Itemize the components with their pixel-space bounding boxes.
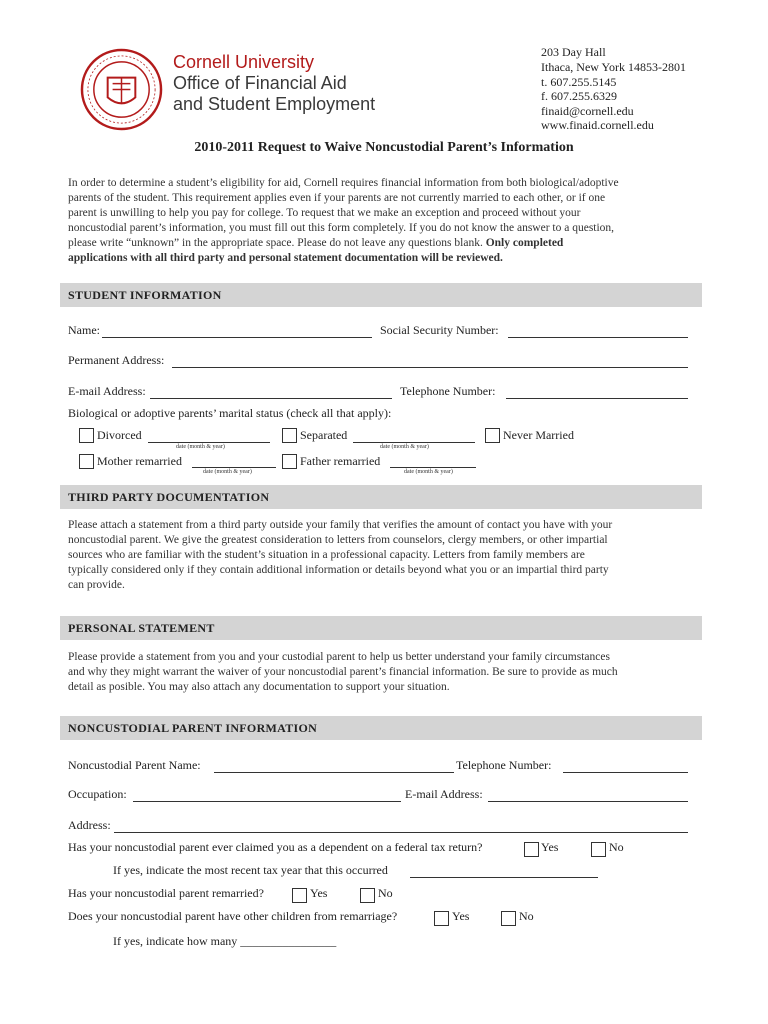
mother-remarried-label: Mother remarried (97, 454, 182, 468)
intro-paragraph (68, 176, 698, 266)
mother-remarried-checkbox[interactable] (79, 454, 94, 469)
dependent-no-label: No (609, 840, 624, 854)
section-header-student: STUDENT INFORMATION (60, 283, 702, 307)
noncustodial-address-field[interactable] (114, 832, 688, 833)
ssn-field[interactable] (508, 337, 688, 338)
noncustodial-telephone-field[interactable] (563, 772, 688, 773)
paragraph-line: detail as posible. You may also attach any documentation to support your situation. (68, 681, 450, 693)
intro-line: parents of the student. This requirement applies even if your parents are not currently married to each other, or if one (68, 192, 606, 204)
remarried-no-label: No (378, 886, 393, 900)
noncustodial-email-field[interactable] (488, 801, 688, 802)
section-header-third-party: THIRD PARTY DOCUMENTATION (60, 485, 702, 509)
never-married-checkbox[interactable] (485, 428, 500, 443)
paragraph-line: Please provide a statement from you and your custodial parent to help us better understand your family circumstances (68, 651, 610, 663)
intro-bold-line: applications with all third party and personal statement documentation will be reviewed. (68, 252, 503, 264)
dependent-yes-label: Yes (541, 840, 559, 854)
paragraph-line: and why they might warrant the waiver of your noncustodial parent’s financial information. Be sure to provide as much (68, 666, 618, 678)
dependent-yes-checkbox[interactable] (524, 842, 539, 857)
intro-line: please write “unknown” in the appropriate space. Please do not leave any questions blank. (68, 237, 486, 249)
address-line: 203 Day Hall (541, 45, 606, 59)
telephone-label: Telephone Number: (400, 384, 496, 398)
paragraph-line: Please attach a statement from a third party outside your family that verifies the amount of contact you have with your (68, 519, 613, 531)
paragraph-line: typically considered only if they contain additional information or details beyond what you or an impartial third party (68, 564, 609, 576)
remarried-question: Has your noncustodial parent remarried? (68, 886, 264, 900)
name-label: Name: (68, 323, 100, 337)
ssn-label: Social Security Number: (380, 323, 499, 337)
telephone-field[interactable] (506, 398, 688, 399)
tax-year-question: If yes, indicate the most recent tax year that this occurred (113, 863, 388, 877)
paragraph-line: noncustodial parent. We give the greatest consideration to letters from counselors, clergy members, or other impartial (68, 534, 608, 546)
noncustodial-email-label: E-mail Address: (405, 787, 483, 801)
date-hint: date (month & year) (176, 444, 225, 450)
children-no-checkbox[interactable] (501, 911, 516, 926)
personal-statement-paragraph (68, 650, 698, 695)
divorced-checkbox[interactable] (79, 428, 94, 443)
intro-line: noncustodial parent’s information, you must fill out this form completely. If you do not know the answer to a question, (68, 222, 615, 234)
noncustodial-name-label: Noncustodial Parent Name: (68, 758, 201, 772)
divorced-date-field[interactable] (148, 442, 270, 443)
address-website: www.finaid.cornell.edu (541, 118, 654, 132)
dependent-question: Has your noncustodial parent ever claimed you as a dependent on a federal tax return? (68, 840, 483, 854)
address-fax: f. 607.255.6329 (541, 89, 617, 103)
email-field[interactable] (150, 398, 392, 399)
remarried-yes-label: Yes (310, 886, 328, 900)
permanent-address-field[interactable] (172, 367, 688, 368)
other-children-question: Does your noncustodial parent have other children from remarriage? (68, 909, 398, 923)
cornell-seal-logo (80, 48, 163, 131)
marital-status-label: Biological or adoptive parents’ marital status (check all that apply): (68, 406, 392, 420)
address-email: finaid@cornell.edu (541, 104, 634, 118)
never-married-label: Never Married (503, 428, 574, 442)
mother-remarried-date-field[interactable] (192, 467, 276, 468)
tax-year-field[interactable] (410, 877, 598, 878)
father-remarried-date-field[interactable] (390, 467, 476, 468)
noncustodial-name-field[interactable] (214, 772, 454, 773)
paragraph-line: sources who are familiar with the student’s situation in a professional capacity. Letters from family members are (68, 549, 585, 561)
children-no-label: No (519, 909, 534, 923)
dependent-no-checkbox[interactable] (591, 842, 606, 857)
page-title: 2010-2011 Request to Waive Noncustodial Parent’s Information (194, 140, 574, 155)
address-line: Ithaca, New York 14853-2801 (541, 60, 686, 74)
intro-line: parent is unwilling to help you pay for college. To request that we make an exception and proceed without your (68, 207, 581, 219)
section-header-personal-statement: PERSONAL STATEMENT (60, 616, 702, 640)
name-field[interactable] (102, 337, 372, 338)
father-remarried-checkbox[interactable] (282, 454, 297, 469)
separated-checkbox[interactable] (282, 428, 297, 443)
date-hint: date (month & year) (404, 469, 453, 475)
org-name: Cornell University (173, 52, 315, 72)
org-office-line2: and Student Employment (173, 94, 376, 114)
children-yes-checkbox[interactable] (434, 911, 449, 926)
father-remarried-label: Father remarried (300, 454, 381, 468)
paragraph-line: can provide. (68, 579, 125, 591)
intro-line: In order to determine a student’s eligibility for aid, Cornell requires financial information from both biological/adoptive (68, 177, 619, 189)
section-header-noncustodial: NONCUSTODIAL PARENT INFORMATION (60, 716, 702, 740)
email-label: E-mail Address: (68, 384, 146, 398)
children-yes-label: Yes (452, 909, 470, 923)
noncustodial-address-label: Address: (68, 818, 111, 832)
occupation-field[interactable] (133, 801, 401, 802)
permanent-address-label: Permanent Address: (68, 353, 165, 367)
third-party-paragraph (68, 518, 698, 593)
noncustodial-telephone-label: Telephone Number: (456, 758, 552, 772)
date-hint: date (month & year) (380, 444, 429, 450)
address-phone: t. 607.255.5145 (541, 75, 617, 89)
divorced-label: Divorced (97, 428, 142, 442)
occupation-label: Occupation: (68, 787, 127, 801)
separated-date-field[interactable] (353, 442, 475, 443)
date-hint: date (month & year) (203, 469, 252, 475)
org-office: Office of Financial Aid (173, 73, 347, 93)
remarried-no-checkbox[interactable] (360, 888, 375, 903)
remarried-yes-checkbox[interactable] (292, 888, 307, 903)
separated-label: Separated (300, 428, 348, 442)
how-many-question[interactable]: If yes, indicate how many ________________ (113, 934, 337, 948)
intro-bold: Only completed (485, 237, 564, 249)
